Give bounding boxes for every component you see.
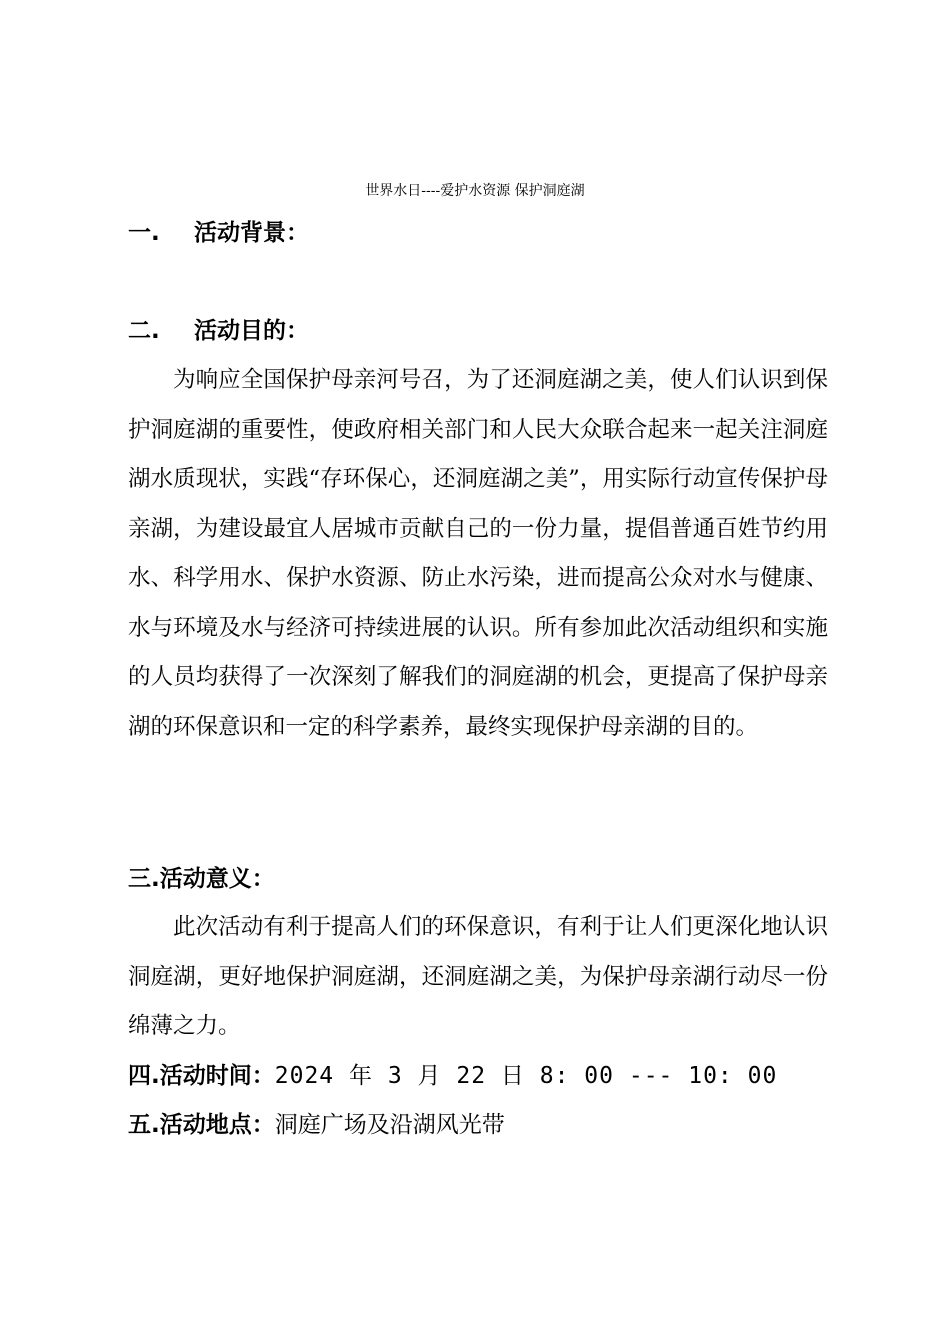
section-label: 活动地点： xyxy=(159,1112,275,1138)
section-number: 三. xyxy=(128,866,160,892)
section-number: 一. xyxy=(128,220,160,246)
section-heading-purpose xyxy=(128,316,309,346)
section-number: 五. xyxy=(128,1112,160,1138)
purpose-paragraph: 为响应全国保护母亲河号召，为了还洞庭湖之美，使人们认识到保护洞庭湖的重要性，使政府相关部门和人民大众联合起来一起关注洞庭湖水质现状，实践“存环保心，还洞庭湖之美”，用实际行动宣传保护母亲湖，为建设最宜人居城市贡献自己的一份力量，提倡普通百姓节约用水、科学用水、保护水资源、防止水污染，进而提高公众对水与健康、水与环境及水与经济可持续进展的认识。所有参加此次活动组织和实施的人员均获得了一次深刻了解我们的洞庭湖的机会，更提高了保护母亲湖的环保意识和一定的科学素养，最终实现保护母亲湖的目的。 xyxy=(128,367,828,740)
section-heading-background xyxy=(128,218,309,248)
section-label: 活动意义： xyxy=(159,866,275,892)
section-number: 四. xyxy=(128,1063,160,1089)
event-location-value: 洞庭广场及沿湖风光带 xyxy=(274,1112,505,1138)
significance-paragraph: 此次活动有利于提高人们的环保意识，有利于让人们更深化地认识洞庭湖，更好地保护洞庭湖，还洞庭湖之美，为保护母亲湖行动尽一份绵薄之力。 xyxy=(128,914,828,1039)
event-time-value: 2024 年 3 月 22 日 8: 00 --- 10: 00 xyxy=(274,1063,778,1089)
section-number: 二. xyxy=(128,318,160,344)
section-heading-location xyxy=(128,1110,505,1140)
section-label: 活动背景： xyxy=(194,220,309,246)
document-title: 世界水日----爱护水资源 保护洞庭湖 xyxy=(365,183,585,199)
section-label: 活动目的： xyxy=(194,318,309,344)
section-label: 活动时间： xyxy=(159,1063,275,1089)
section-heading-time xyxy=(128,1061,777,1091)
section-heading-significance xyxy=(128,864,275,894)
